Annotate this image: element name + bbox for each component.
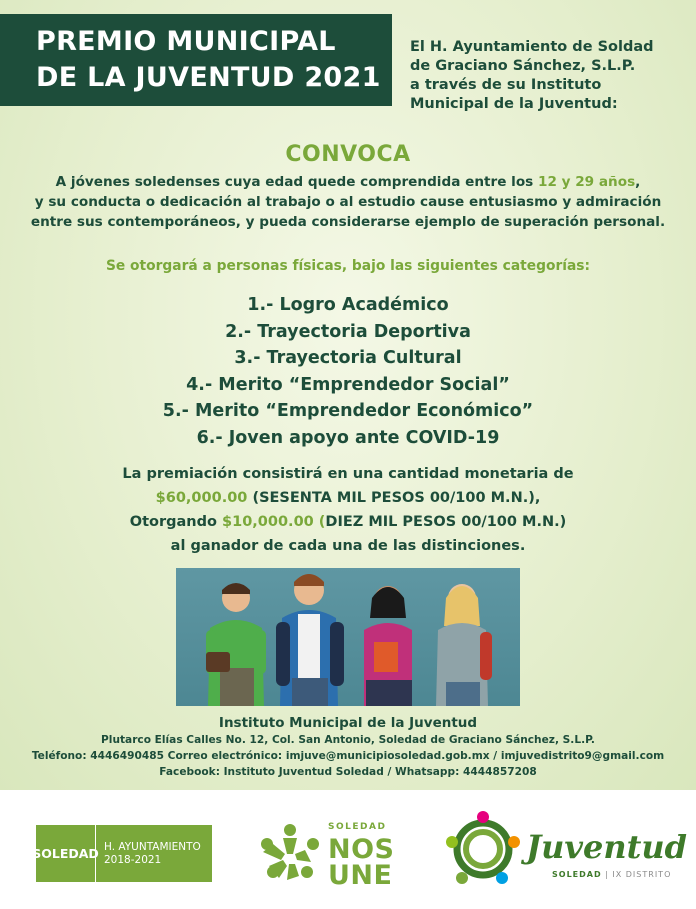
ayuntamiento-years: 2018-2021	[104, 853, 162, 866]
juventud-sub-rest: | IX DISTRITO	[601, 870, 672, 879]
juventud-logo	[444, 808, 688, 893]
juventud-emblem-icon	[444, 810, 522, 888]
ayuntamiento-text	[96, 841, 201, 867]
categories-heading: Se otorgará a personas físicas, bajo las siguientes categorías:	[105, 258, 591, 274]
people-circle-icon	[255, 820, 325, 890]
youth-illustration	[176, 568, 520, 706]
social-media: Facebook: Instituto Juventud Soledad / Whatsapp: 4444857208	[159, 766, 537, 778]
prize-amount-text: (SESENTA MIL PESOS 00/100 M.N.),	[247, 490, 541, 506]
intro-line: a través de su Instituto	[410, 77, 602, 93]
call-description	[0, 172, 696, 232]
prize-line-4: al ganador de cada una de las distinciones.	[170, 538, 526, 554]
soledad-ayuntamiento-logo	[32, 825, 212, 882]
prize-line-2	[0, 486, 696, 510]
categories-list	[0, 292, 696, 451]
juventud-subtitle	[552, 870, 671, 879]
description-text: A jóvenes soledenses cuya edad quede comprendida entre los	[55, 174, 538, 190]
intro-line: de Graciano Sánchez, S.L.P.	[410, 58, 636, 74]
category-item: 5.- Merito “Emprendedor Económico”	[162, 401, 534, 421]
age-range: 12 y 29 años	[537, 174, 636, 190]
description-line-1	[0, 172, 696, 192]
title-line-2: DE LA JUVENTUD 2021	[36, 62, 381, 93]
nos-une-word-1: NOS	[328, 834, 395, 865]
category-item: 3.- Trayectoria Cultural	[234, 348, 462, 368]
prize-line-1: La premiación consistirá en una cantidad monetaria de	[122, 466, 574, 482]
nos-une-small-text: SOLEDAD	[328, 822, 387, 832]
juventud-sub-bold: SOLEDAD	[552, 870, 602, 879]
prize-line-3	[0, 510, 696, 534]
institute-name: Instituto Municipal de la Juventud	[218, 715, 478, 731]
category-item: 1.- Logro Académico	[247, 295, 449, 315]
youth-group-illustration	[176, 568, 520, 706]
prize-amount-each: $10,000.00 (	[222, 514, 326, 530]
title-line-1: PREMIO MUNICIPAL	[36, 26, 336, 57]
juventud-wordmark: Juventud	[526, 828, 688, 866]
nos-une-word-2: UNE	[328, 860, 393, 891]
soledad-logo-text: SOLEDAD	[36, 825, 96, 882]
intro-line: El H. Ayuntamiento de Soldad	[410, 39, 654, 55]
intro-line: Municipal de la Juventud:	[410, 96, 618, 112]
ayuntamiento-label: H. AYUNTAMIENTO	[104, 840, 201, 853]
description-line-3: entre sus contemporáneos, y pueda considerarse ejemplo de superación personal.	[30, 214, 666, 230]
prize-amount-each-text: DIEZ MIL PESOS 00/100 M.N.)	[325, 514, 567, 530]
category-item: 4.- Merito “Emprendedor Social”	[186, 374, 510, 395]
address: Plutarco Elías Calles No. 12, Col. San Antonio, Soledad de Graciano Sánchez, S.L.P.	[101, 734, 595, 746]
category-item: 2.- Trayectoria Deportiva	[225, 321, 471, 342]
phone-email: Teléfono: 4446490485 Correo electrónico: imjuve@municipiosoledad.gob.mx / imjuvedistrito9@gmail.com	[31, 750, 665, 762]
contact-info	[0, 714, 696, 780]
convoca-heading: CONVOCA	[285, 142, 411, 167]
intro-text	[410, 38, 690, 114]
logo-bar	[0, 790, 696, 909]
prize-text	[0, 462, 696, 558]
description-text: ,	[635, 174, 641, 190]
description-line-2: y su conducta o dedicación al trabajo o al estudio cause entusiasmo y admiración	[34, 194, 662, 210]
title-banner	[0, 14, 392, 106]
prize-amount: $60,000.00	[155, 490, 248, 506]
nos-une-logo	[255, 814, 405, 894]
category-item: 6.- Joven apoyo ante COVID-19	[196, 427, 500, 448]
prize-text-part: Otorgando	[129, 514, 223, 530]
